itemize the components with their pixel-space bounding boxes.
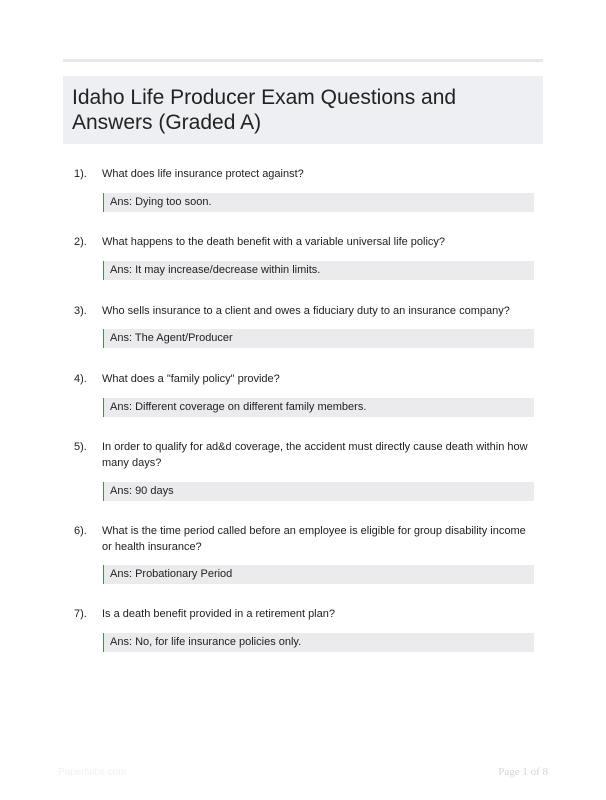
- question-number: 3).: [74, 305, 87, 317]
- question-text: What happens to the death benefit with a variable universal life policy?: [102, 236, 446, 248]
- title-banner: [63, 76, 543, 144]
- question-number: 5).: [74, 441, 87, 453]
- watermark-text: PaperNibs.com: [58, 767, 127, 778]
- question-number: 6).: [74, 525, 87, 537]
- top-divider: [63, 59, 543, 62]
- question-text: What is the time period called before an employee is eligible for group disability income or health insurance?: [102, 525, 526, 553]
- answer-box: Ans: No, for life insurance policies only.: [103, 633, 534, 652]
- question-number: 7).: [74, 608, 87, 620]
- page-title: Idaho Life Producer Exam Questions and Answers (Graded A): [72, 86, 457, 134]
- question-number: 4).: [74, 373, 87, 385]
- answer-box: Ans: 90 days: [103, 482, 534, 501]
- question-text: Is a death benefit provided in a retirement plan?: [102, 608, 335, 620]
- page-indicator: Page 1 of 8: [498, 766, 548, 778]
- question-text: Who sells insurance to a client and owes a fiduciary duty to an insurance company?: [102, 305, 510, 317]
- question-number: 1).: [74, 168, 87, 180]
- question-number: 2).: [74, 236, 87, 248]
- question-text: What does a "family policy" provide?: [102, 373, 280, 385]
- answer-box: Ans: Dying too soon.: [103, 193, 534, 212]
- answer-box: Ans: Probationary Period: [103, 565, 534, 584]
- answer-box: Ans: The Agent/Producer: [103, 329, 534, 348]
- question-text: What does life insurance protect against?: [102, 168, 304, 180]
- answer-box: Ans: Different coverage on different family members.: [103, 398, 534, 417]
- question-text: In order to qualify for ad&d coverage, the accident must directly cause death within how many days?: [102, 441, 528, 469]
- answer-box: Ans: It may increase/decrease within limits.: [103, 261, 534, 280]
